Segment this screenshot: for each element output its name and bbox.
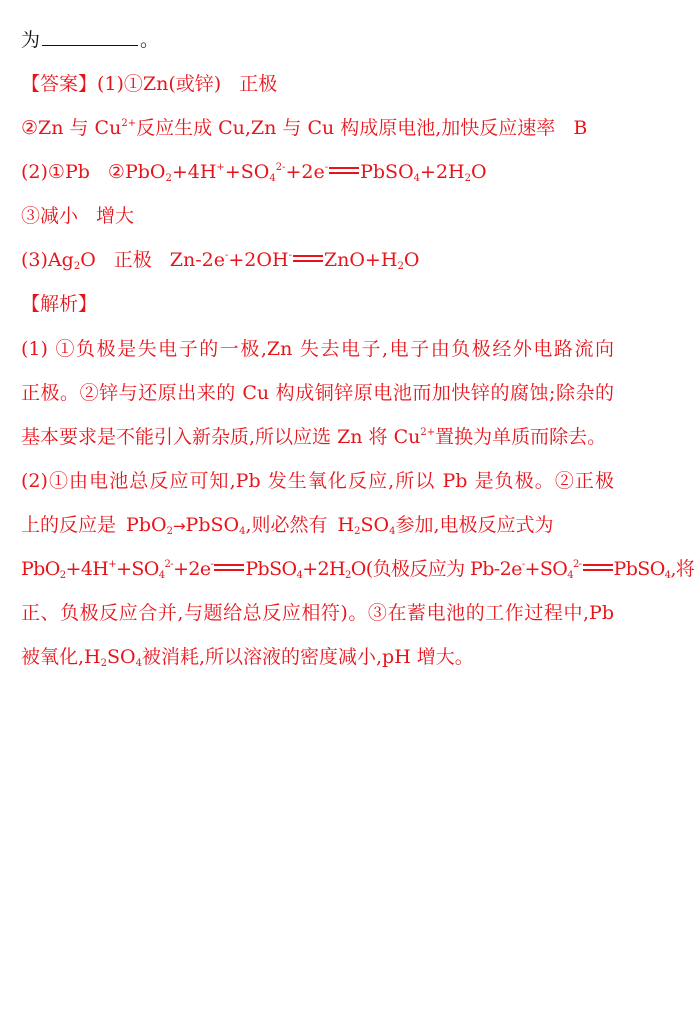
equation-text: PbSO [360, 161, 414, 183]
answer-text: (3)Ag [21, 249, 74, 271]
equation-text: ②PbO [107, 161, 166, 183]
superscript: 2- [275, 162, 286, 173]
equals-sign [329, 167, 359, 174]
analysis-text: SO [106, 646, 136, 668]
answer-line-4 [21, 203, 614, 229]
analysis-line-5 [21, 512, 614, 538]
answer-choice: B [573, 117, 588, 139]
equation-text: +2OH [228, 249, 289, 271]
analysis-line-8 [21, 644, 614, 670]
answer-line-1 [21, 71, 614, 97]
answer-text: ③减小 [21, 205, 79, 227]
superscript: - [521, 559, 525, 570]
subscript: 2 [345, 570, 351, 581]
question-tail [21, 27, 614, 53]
answer-text: 正极 [113, 249, 152, 271]
superscript: + [216, 162, 225, 173]
subscript: 4 [269, 173, 276, 184]
answer-text: 增大 [96, 205, 135, 227]
analysis-line-4: (2)①由电池总反应可知,Pb 发生氧化反应,所以 Pb 是负极。②正极 [21, 470, 614, 492]
equation-text: Zn-2e [169, 249, 225, 271]
equation-text: +2H [420, 161, 465, 183]
analysis-line-1: (1) ①负极是失电子的一极,Zn 失去电子,电子由负极经外电路流向 [21, 338, 614, 360]
subscript: 4 [158, 570, 165, 581]
equation-text: +2H [302, 558, 346, 580]
equation-text: +4H [65, 558, 109, 580]
superscript: 2+ [121, 118, 137, 129]
analysis-text: 上的反应是 PbO [21, 514, 167, 536]
equation-text: O [470, 161, 487, 183]
analysis-text: 置换为单质而除去。 [435, 426, 607, 448]
answer-text: ②Zn 与 Cu [21, 117, 122, 139]
answer-positive-1: 正极 [239, 73, 278, 95]
equation-text: +SO [224, 161, 270, 183]
analysis-line-6 [21, 556, 694, 582]
subscript: 2 [73, 261, 81, 272]
analysis-text: SO [360, 514, 390, 536]
subscript: 2 [59, 570, 66, 581]
analysis-text: 基本要求是不能引入新杂质,所以应选 Zn 将 Cu [21, 426, 421, 448]
equation-text: O [403, 249, 420, 271]
answer-line-2 [21, 115, 614, 141]
analysis-text: 被氧化,H [21, 646, 101, 668]
equals-sign [583, 564, 613, 571]
equation-text: ,将 [670, 558, 694, 580]
subscript: 4 [413, 173, 421, 184]
answer-heading: 【答案】(1)①Zn(或锌) [21, 73, 222, 95]
equation-text: ZnO+H [323, 249, 398, 271]
equals-sign [293, 255, 323, 262]
equation-text: +SO [524, 558, 568, 580]
analysis-heading: 【解析】 [21, 293, 98, 315]
subscript: 4 [664, 570, 671, 581]
answer-text: O [80, 249, 96, 271]
analysis-text: 被消耗,所以溶液的密度减小,pH 增大。 [141, 646, 474, 668]
arrow-icon: → [172, 517, 186, 535]
equation-text: PbSO [245, 558, 297, 580]
superscript: 2+ [420, 427, 436, 438]
superscript: - [224, 250, 229, 261]
superscript: + [108, 559, 117, 570]
analysis-line-2: 正极。②锌与还原出来的 Cu 构成铜锌原电池而加快锌的腐蚀;除杂的 [21, 382, 614, 404]
analysis-line-7: 正、负极反应合并,与题给总反应相符)。③在蓄电池的工作过程中,Pb [21, 602, 614, 624]
subscript: 2 [166, 526, 173, 537]
equation-text: +SO [116, 558, 159, 580]
subscript: 2 [464, 173, 471, 184]
answer-line-3 [21, 159, 614, 185]
equation-text: +2e [173, 558, 211, 580]
answer-text: (2)①Pb [21, 161, 90, 183]
subscript: 4 [296, 570, 303, 581]
subscript: 4 [239, 526, 246, 537]
analysis-text: ,则必然有 H [245, 514, 355, 536]
subscript: 2 [165, 173, 172, 184]
question-prefix: 为 [21, 29, 41, 51]
answer-blank [42, 27, 138, 46]
subscript: 4 [135, 658, 142, 669]
subscript: 4 [567, 570, 573, 581]
equation-text: PbO [21, 558, 60, 580]
subscript: 4 [389, 526, 396, 537]
answer-text: 反应生成 Cu,Zn 与 Cu 构成原电池,加快反应速率 [136, 117, 556, 139]
superscript: 2- [572, 559, 582, 570]
superscript: - [324, 162, 329, 173]
analysis-text: 参加,电极反应式为 [395, 514, 554, 536]
equals-sign [214, 564, 244, 571]
answer-line-5 [21, 247, 614, 273]
analysis-line-3 [21, 424, 614, 450]
equation-text: O(负极反应为 Pb-2e [350, 558, 522, 580]
question-suffix: 。 [140, 29, 160, 51]
analysis-text: PbSO [185, 514, 240, 536]
subscript: 2 [354, 526, 361, 537]
equation-text: +2e [285, 161, 325, 183]
subscript: 2 [100, 658, 107, 669]
equation-text: +4H [171, 161, 217, 183]
superscript: - [288, 250, 292, 261]
subscript: 2 [397, 261, 404, 272]
equation-text: PbSO [613, 558, 665, 580]
superscript: 2- [164, 559, 174, 570]
superscript: - [210, 559, 214, 570]
